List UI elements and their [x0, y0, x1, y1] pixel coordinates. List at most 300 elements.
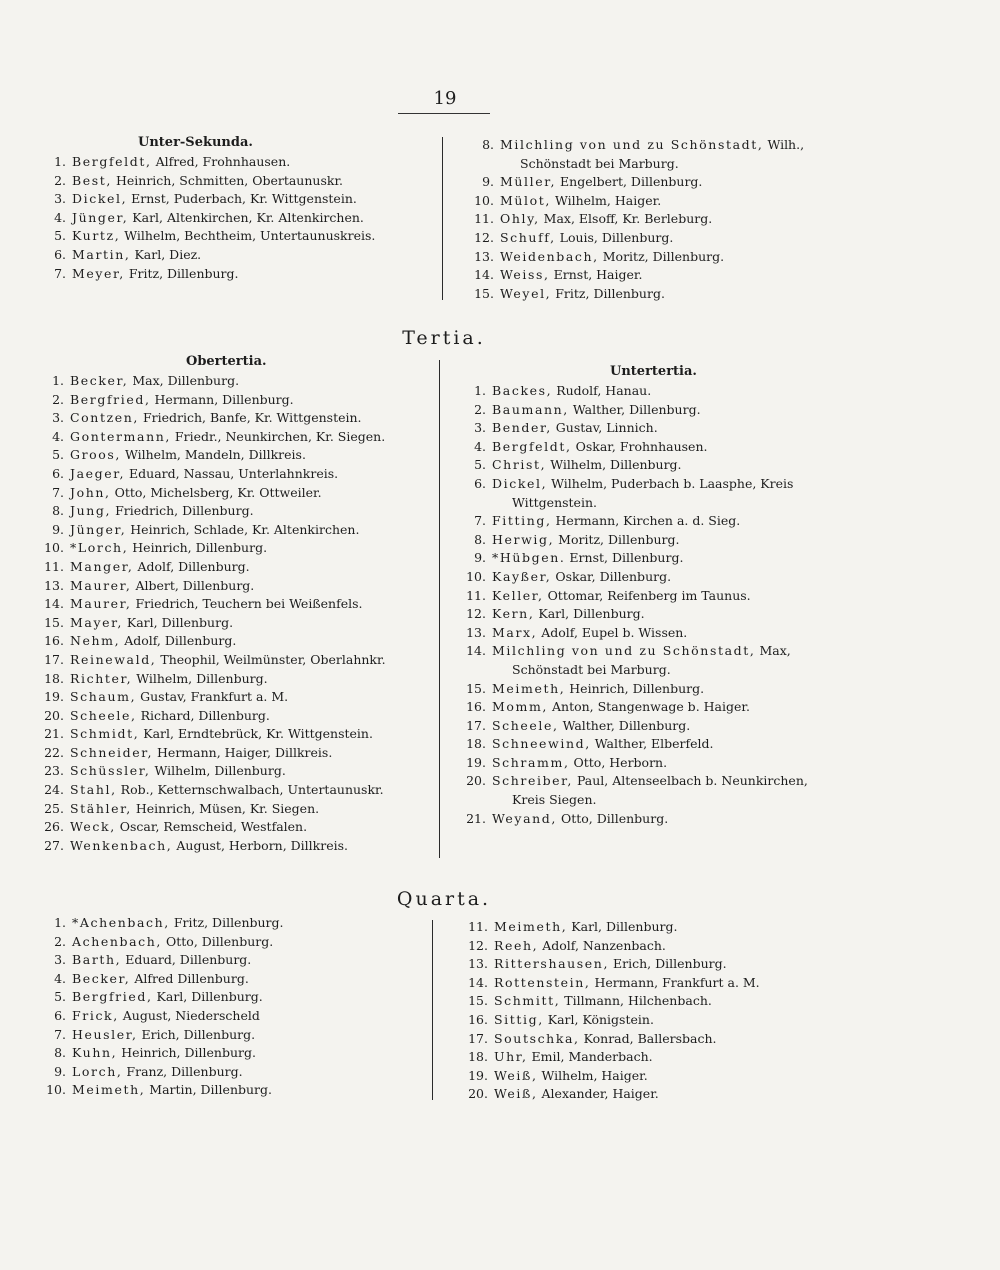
entry-number: 4. [54, 209, 66, 225]
entry-text [72, 1081, 428, 1100]
entry-number: 5. [54, 989, 66, 1005]
entry-surname: Mülot, [500, 192, 551, 208]
entry-text [500, 266, 866, 285]
entry-text [70, 391, 436, 410]
list-item [460, 918, 860, 937]
entry-surname: Weidenbach, [500, 248, 599, 264]
entry-surname: John, [70, 484, 111, 500]
entry-details: Otto, Herborn. [573, 754, 668, 770]
entry-text [70, 762, 436, 781]
entry-surname: Reeh, [494, 937, 539, 953]
entry-number: 15. [468, 993, 488, 1009]
entry-surname: Weiß, [494, 1067, 538, 1083]
entry-details: Wilh., [767, 137, 805, 152]
entry-surname: Schmitt, [494, 993, 561, 1009]
entry-text [492, 810, 858, 829]
entry-text [492, 772, 858, 809]
entry-text [500, 285, 866, 304]
entry-text [72, 227, 438, 246]
entry-surname: Frick, [72, 1007, 119, 1023]
list-item [38, 153, 438, 172]
entry-details: Richard, Dillenburg. [140, 707, 270, 723]
entry-surname: Müller, [500, 174, 557, 190]
entry-details: Heinrich, Dillenburg. [121, 1045, 256, 1061]
entry-surname: Jünger, [72, 209, 129, 225]
obertertia-column [36, 352, 436, 855]
entry-surname: Kayßer, [492, 568, 552, 584]
entry-text [492, 605, 858, 624]
entry-surname: Ohly, [500, 211, 540, 227]
entry-surname: Bergfried, [70, 391, 151, 407]
entry-details: Wilhelm, Bechtheim, Untertaunuskreis. [124, 228, 376, 244]
entry-text [72, 914, 428, 933]
entry-surname: Bergfried, [72, 989, 153, 1005]
list-item [38, 246, 438, 265]
entry-details: Wilhelm, Dillenburg. [550, 457, 682, 473]
entry-number: 7. [54, 265, 66, 281]
entry-number: 17. [468, 1030, 488, 1046]
list-item [460, 955, 860, 974]
entry-surname: Becker, [72, 970, 131, 986]
entry-number: 17. [466, 717, 486, 733]
entry-details: Oskar, Frohnhausen. [575, 438, 708, 454]
entry-surname: Sittig, [494, 1011, 544, 1027]
quarta-right-list [460, 918, 860, 1104]
entry-details: Emil, Manderbach. [531, 1049, 653, 1065]
entry-number: 26. [44, 819, 64, 835]
entry-text [500, 248, 866, 267]
entry-surname: Milchling von und zu Schönstadt, [492, 643, 756, 659]
entry-surname: Maurer, [70, 596, 132, 612]
entry-surname: Bender, [492, 420, 552, 436]
unter-sekunda-right-column [466, 136, 866, 303]
list-item [458, 717, 858, 736]
entry-text [492, 382, 858, 401]
entry-surname: Kurtz, [72, 228, 121, 244]
entry-text [500, 136, 866, 173]
entry-details: Friedrich, Banfe, Kr. Wittgenstein. [142, 410, 362, 426]
page-number: 19 [433, 88, 457, 109]
entry-surname: Milchling von und zu Schönstadt, [500, 137, 764, 152]
entry-text [72, 190, 438, 209]
entry-details: Theophil, Weilmünster, Oberlahnkr. [160, 651, 386, 667]
entry-number: 9. [474, 550, 486, 566]
entry-text [70, 632, 436, 651]
entry-number: 17. [44, 651, 64, 667]
list-item [38, 1044, 428, 1063]
entry-surname: Manger, [70, 558, 134, 574]
entry-surname: Meimeth, [492, 680, 566, 696]
entry-text [70, 372, 436, 391]
unter-sekunda-list-continued [466, 136, 866, 303]
list-item [36, 521, 436, 540]
entry-text [70, 558, 436, 577]
entry-number: 7. [54, 1026, 66, 1042]
list-item [36, 762, 436, 781]
entry-surname: Dickel, [492, 475, 548, 491]
entry-surname: Weyand, [492, 810, 557, 826]
entry-text [492, 531, 858, 550]
entry-details: Max, Elsoff, Kr. Berleburg. [543, 211, 713, 227]
list-item [38, 172, 438, 191]
entry-text [492, 754, 858, 773]
list-item [458, 754, 858, 773]
list-item [460, 1067, 860, 1086]
entry-surname: Schuff, [500, 229, 556, 245]
entry-number: 3. [54, 191, 66, 207]
list-item [36, 707, 436, 726]
entry-details: Wilhelm, Haiger. [541, 1067, 648, 1083]
entry-number: 14. [44, 596, 64, 612]
unter-sekunda-heading: Unter-Sekunda. [138, 135, 253, 150]
list-item [460, 974, 860, 993]
entry-details: Friedrich, Teuchern bei Weißenfels. [135, 596, 363, 612]
entry-text [494, 974, 860, 993]
entry-details: Karl, Erndtebrück, Kr. Wittgenstein. [143, 726, 373, 742]
list-item [458, 512, 858, 531]
entry-number: 1. [54, 154, 66, 169]
entry-number: 15. [474, 285, 494, 301]
entry-number: 7. [52, 484, 64, 500]
entry-text [494, 992, 860, 1011]
column-divider-tertia [439, 360, 440, 858]
entry-surname: Groos, [70, 447, 122, 463]
list-item [458, 605, 858, 624]
entry-number: 11. [44, 558, 64, 574]
entry-number: 7. [474, 513, 486, 529]
entry-continuation: Schönstadt bei Marburg. [520, 155, 679, 171]
list-item [38, 914, 428, 933]
list-item [36, 539, 436, 558]
entry-details: August, Herborn, Dillkreis. [176, 837, 349, 853]
entry-surname: Maurer, [70, 577, 132, 593]
entry-details: Hermann, Dillenburg. [154, 391, 294, 407]
entry-text [72, 1044, 428, 1063]
entry-details: Karl, Diez. [134, 246, 202, 262]
entry-number: 27. [44, 837, 64, 853]
entry-surname: Wenkenbach, [70, 837, 173, 853]
entry-details: Ottomar, Reifenberg im Taunus. [547, 587, 751, 603]
entry-surname: Schreiber, [492, 773, 573, 789]
entry-details: Ernst, Haiger. [553, 267, 643, 283]
list-item [458, 642, 858, 679]
entry-number: 13. [468, 956, 488, 972]
entry-details: August, Niederscheld [122, 1007, 260, 1023]
list-item [36, 614, 436, 633]
entry-details: Wilhelm, Dillenburg. [154, 763, 286, 779]
entry-details: Karl, Altenkirchen, Kr. Altenkirchen. [132, 209, 364, 225]
list-item [38, 1007, 428, 1026]
entry-surname: Rittershausen, [494, 956, 610, 972]
entry-text [70, 428, 436, 447]
entry-number: 19. [468, 1067, 488, 1083]
entry-text [70, 595, 436, 614]
entry-surname: *Hübgen. [492, 550, 566, 566]
entry-surname: Weck, [70, 819, 116, 835]
entry-number: 15. [44, 614, 64, 630]
entry-number: 6. [54, 1007, 66, 1023]
entry-details: Franz, Dillenburg. [126, 1063, 243, 1079]
list-item [36, 688, 436, 707]
list-item [466, 248, 866, 267]
entry-text [492, 549, 858, 568]
entry-text [70, 781, 436, 800]
list-item [36, 391, 436, 410]
entry-text [494, 937, 860, 956]
entry-text [70, 465, 436, 484]
entry-surname: Schneewind, [492, 736, 591, 752]
entry-number: 4. [52, 428, 64, 444]
list-item [36, 651, 436, 670]
entry-number: 1. [52, 373, 64, 388]
list-item [458, 438, 858, 457]
list-item [458, 382, 858, 401]
entry-number: 19. [44, 689, 64, 705]
entry-surname: Kuhn, [72, 1045, 118, 1061]
entry-details: Rob., Ketternschwalbach, Untertaunuskr. [120, 782, 384, 798]
obertertia-heading: Obertertia. [186, 354, 267, 369]
entry-details: Heinrich, Dillenburg. [132, 540, 268, 556]
entry-details: Karl, Dillenburg. [538, 606, 645, 622]
entry-surname: Weyel, [500, 285, 552, 301]
entry-number: 24. [44, 782, 64, 798]
entry-details: Adolf, Nanzenbach. [542, 937, 666, 953]
entry-details: Wilhelm, Haiger. [554, 192, 662, 208]
list-item [36, 725, 436, 744]
entry-surname: Nehm, [70, 633, 121, 649]
entry-surname: Meyer, [72, 265, 125, 281]
entry-text [72, 933, 428, 952]
quarta-title: Quarta. [396, 888, 492, 910]
list-item [36, 800, 436, 819]
entry-surname: Momm, [492, 699, 549, 715]
entry-number: 10. [46, 1082, 66, 1098]
unter-sekunda-left-column [38, 133, 438, 283]
entry-details: Adolf, Dillenburg. [124, 633, 237, 649]
entry-surname: Mayer, [70, 614, 123, 630]
list-item [458, 475, 858, 512]
entry-text [70, 670, 436, 689]
entry-number: 14. [474, 267, 494, 283]
entry-text [70, 688, 436, 707]
entry-continuation: Schönstadt bei Marburg. [512, 661, 671, 677]
entry-details: Karl, Dillenburg. [571, 919, 678, 934]
entry-surname: Fitting, [492, 513, 552, 529]
list-item [38, 1026, 428, 1045]
entry-number: 3. [474, 420, 486, 436]
entry-surname: Schneider, [70, 744, 154, 760]
entry-continuation: Wittgenstein. [512, 494, 597, 510]
entry-text [492, 587, 858, 606]
entry-number: 9. [54, 1063, 66, 1079]
list-item [36, 577, 436, 596]
entry-number: 14. [466, 643, 486, 659]
entry-details: Eduard, Nassau, Unterlahnkreis. [129, 465, 339, 481]
list-item [36, 372, 436, 391]
list-item [458, 624, 858, 643]
entry-surname: Meimeth, [494, 919, 568, 934]
page-number-rule [398, 113, 490, 114]
entry-surname: Jung, [70, 503, 112, 519]
list-item [466, 136, 866, 173]
entry-details: Fritz, Dillenburg. [128, 265, 239, 281]
entry-text [72, 1063, 428, 1082]
entry-text [492, 456, 858, 475]
entry-number: 13. [44, 577, 64, 593]
entry-text [492, 642, 858, 679]
entry-text [494, 1048, 860, 1067]
entry-number: 12. [474, 229, 494, 245]
entry-number: 2. [474, 401, 486, 417]
entry-details: Erich, Dillenburg. [613, 956, 727, 972]
list-item [458, 587, 858, 606]
entry-text [72, 951, 428, 970]
list-item [458, 419, 858, 438]
entry-text [70, 614, 436, 633]
entry-text [70, 484, 436, 503]
entry-surname: Christ, [492, 457, 547, 473]
entry-surname: Becker, [70, 373, 129, 388]
entry-text [492, 624, 858, 643]
entry-surname: Soutschka, [494, 1030, 580, 1046]
entry-details: Alfred Dillenburg. [134, 970, 249, 986]
entry-text [70, 725, 436, 744]
list-item [36, 837, 436, 856]
entry-details: Oskar, Dillenburg. [555, 568, 672, 584]
entry-number: 8. [482, 137, 494, 152]
list-item [36, 781, 436, 800]
entry-text [70, 446, 436, 465]
untertertia-heading: Untertertia. [610, 364, 697, 379]
entry-number: 6. [474, 475, 486, 491]
entry-details: Friedrich, Dillenburg. [115, 503, 254, 519]
column-divider-quarta [432, 920, 433, 1100]
entry-details: Anton, Stangenwage b. Haiger. [552, 699, 750, 715]
entry-details: Heinrich, Schmitten, Obertaunuskr. [115, 172, 344, 188]
entry-text [72, 172, 438, 191]
entry-details: Adolf, Dillenburg. [137, 558, 250, 574]
entry-surname: *Lorch, [70, 540, 129, 556]
entry-surname: Schmidt, [70, 726, 140, 742]
entry-number: 20. [44, 707, 64, 723]
list-item [38, 265, 438, 284]
entry-surname: Gontermann, [70, 428, 171, 444]
list-item [36, 465, 436, 484]
entry-surname: Bergfeldt, [72, 154, 152, 169]
entry-details: Wilhelm, Dillenburg. [136, 670, 268, 686]
entry-text [494, 918, 860, 937]
list-item [36, 558, 436, 577]
entry-surname: Bergfeldt, [492, 438, 572, 454]
entry-details: Rudolf, Hanau. [556, 383, 652, 398]
entry-details: Hermann, Haiger, Dillkreis. [157, 744, 333, 760]
list-item [38, 951, 428, 970]
entry-text [70, 577, 436, 596]
entry-text [492, 475, 858, 512]
entry-details: Ernst, Dillenburg. [569, 550, 684, 566]
list-item [458, 698, 858, 717]
entry-text [500, 192, 866, 211]
entry-details: Walther, Elberfeld. [594, 736, 714, 752]
entry-number: 19. [466, 754, 486, 770]
entry-text [72, 1007, 428, 1026]
entry-surname: Heusler, [72, 1026, 138, 1042]
entry-details: Otto, Dillenburg. [166, 933, 274, 949]
entry-details: Wilhelm, Puderbach b. Laasphe, Kreis [551, 475, 794, 491]
entry-details: Eduard, Dillenburg. [125, 952, 252, 968]
entry-text [70, 744, 436, 763]
entry-text [494, 1030, 860, 1049]
entry-text [70, 651, 436, 670]
entry-text [72, 1026, 428, 1045]
list-item [466, 173, 866, 192]
entry-number: 18. [44, 670, 64, 686]
entry-text [500, 173, 866, 192]
entry-details: Fritz, Dillenburg. [555, 285, 665, 301]
entry-text [72, 246, 438, 265]
entry-details: Gustav, Linnich. [555, 420, 658, 436]
list-item [38, 988, 428, 1007]
entry-text [492, 419, 858, 438]
tertia-title: Tertia. [402, 327, 486, 349]
entry-surname: Keller, [492, 587, 544, 603]
list-item [460, 1085, 860, 1104]
entry-surname: Kern, [492, 606, 535, 622]
entry-number: 6. [52, 465, 64, 481]
list-item [38, 1081, 428, 1100]
entry-surname: Barth, [72, 952, 122, 968]
entry-surname: Rottenstein, [494, 974, 591, 990]
list-item [458, 810, 858, 829]
list-item [36, 670, 436, 689]
entry-number: 15. [466, 680, 486, 696]
entry-surname: Weiß, [494, 1086, 538, 1102]
list-item [466, 285, 866, 304]
entry-number: 14. [468, 974, 488, 990]
entry-number: 2. [54, 933, 66, 949]
list-item [466, 210, 866, 229]
entry-surname: Reinewald, [70, 651, 157, 667]
entry-details: Paul, Altenseelbach b. Neunkirchen, [576, 773, 808, 789]
list-item [460, 1030, 860, 1049]
entry-details: Alexander, Haiger. [541, 1086, 659, 1102]
entry-surname: Richter, [70, 670, 133, 686]
entry-text [492, 512, 858, 531]
list-item [36, 632, 436, 651]
entry-surname: Schramm, [492, 754, 570, 770]
entry-number: 11. [474, 211, 494, 227]
entry-number: 20. [468, 1086, 488, 1102]
list-item [458, 531, 858, 550]
list-item [458, 456, 858, 475]
entry-surname: Martin, [72, 246, 131, 262]
entry-text [500, 229, 866, 248]
entry-number: 21. [466, 810, 486, 826]
list-item [36, 502, 436, 521]
entry-text [492, 401, 858, 420]
entry-surname: Best, [72, 172, 112, 188]
entry-number: 5. [54, 228, 66, 244]
entry-details: Moritz, Dillenburg. [602, 248, 725, 264]
entry-continuation: Kreis Siegen. [512, 792, 597, 808]
entry-text [70, 409, 436, 428]
entry-number: 16. [466, 699, 486, 715]
entry-details: Alfred, Frohnhausen. [155, 154, 291, 169]
unter-sekunda-list [38, 153, 438, 283]
list-item [460, 937, 860, 956]
entry-number: 3. [54, 952, 66, 968]
entry-surname: Schaum, [70, 689, 137, 705]
